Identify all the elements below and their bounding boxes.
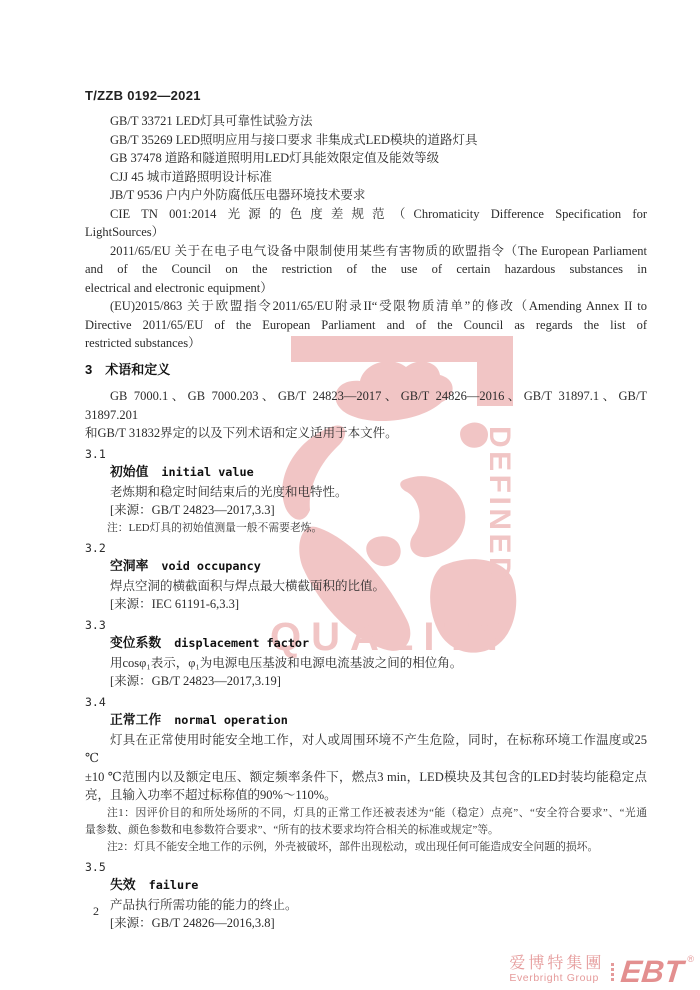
text-line: [来源：GB/T 24826—2016,3.8] [110, 916, 275, 930]
term-en: void occupancy [161, 559, 261, 573]
watermark-quality-text: QUALITY [270, 615, 516, 659]
text-line: [来源：GB/T 24823—2017,3.3] [110, 503, 275, 517]
block-source [85, 914, 647, 933]
watermark-defined-text: DEFINED [483, 426, 516, 583]
text-line: ±10 ℃范围内以及额定电压、额定频率条件下，燃点3 min，LED模块及其包含的LED封装均能稳定点 [85, 769, 647, 784]
text-line: 老炼期和稳定时间结束后的光度和电特性。 [110, 484, 348, 499]
block-num [85, 445, 647, 464]
text-line: restricted substances） [85, 336, 201, 350]
registered-trademark-icon: ® [687, 954, 694, 964]
text-line: 注：LED灯具的初始值测量一般不需要老炼。 [107, 521, 323, 534]
term-cn: 空洞率 [110, 558, 149, 573]
term-cn: 初始值 [110, 464, 149, 479]
text-line: [来源：GB/T 24823—2017,3.19] [110, 674, 281, 688]
block-para [85, 242, 647, 298]
term-en: normal operation [174, 713, 288, 727]
block-ref [85, 131, 647, 150]
text-line: 3.5 [85, 859, 106, 874]
term-cn: 正常工作 [110, 712, 162, 727]
block-def [85, 654, 647, 673]
doc-body [85, 112, 647, 933]
text-line: 注2：灯具不能安全地工作的示例，外壳被破坏，部件出现松动，或出现任何可能造成安全问题的损坏。 [107, 840, 599, 853]
text-line: 3.1 [85, 446, 106, 461]
block-h2 [85, 361, 647, 380]
text-line: (EU)2015/863 关于欧盟指令2011/65/EU附录II“受限物质清单”的修改（Amending Annex II to [110, 299, 647, 313]
brand-logo [509, 954, 694, 989]
block-source [85, 595, 647, 614]
block-source [85, 501, 647, 520]
block-para [85, 297, 647, 353]
term-en: initial value [161, 465, 254, 479]
block-def [85, 731, 647, 805]
block-note [85, 520, 647, 537]
doc-content-column [85, 88, 647, 933]
text-line: 用cosφ₁表示，φ₁为电源电压基波和电源电流基波之间的相位角。 [110, 655, 463, 670]
text-line: electrical and electronic equipment） [85, 280, 273, 295]
brand-name-en: Everbright Group [509, 972, 599, 984]
brand-abbr: EBT [619, 954, 686, 989]
brand-seal-icon [611, 963, 614, 985]
text-line: CIE TN 001:2014 光源的色度差规范（Chromaticity Difference Specification for [110, 206, 647, 221]
text-line: GB/T 33721 LED灯具可靠性试验方法 [110, 114, 313, 128]
text-line: 焊点空洞的横截面积与焊点最大横截面积的比值。 [110, 578, 386, 593]
text-line: GB 7000.1、GB 7000.203、GB/T 24823—2017、GB/T 24826—2016、GB/T 31897.1、GB/T 31897.201 [85, 389, 647, 422]
term-cn: 变位系数 [110, 635, 162, 650]
block-note [85, 805, 647, 839]
text-line: LightSources） [85, 225, 165, 239]
text-line: [来源：IEC 61191-6,3.3] [110, 597, 240, 611]
block-para [85, 387, 647, 443]
text-line: 注1：因评价目的和所处场所的不同，灯具的正常工作还被表述为“能（稳定）点亮”、“安全符合要求”、“光通 [107, 806, 647, 819]
term-cn: 失效 [110, 877, 136, 892]
text-line: 2011/65/EU 关于在电子电气设备中限制使用某些有害物质的欧盟指令（The European Parliament [110, 243, 647, 258]
block-def [85, 483, 647, 502]
text-line: 灯具在正常使用时能安全地工作，对人或周围环境不产生危险，同时，在标称环境工作温度或25 ℃ [85, 732, 647, 765]
block-ref [85, 186, 647, 205]
text-line: JB/T 9536 户内户外防腐低压电器环境技术要求 [110, 188, 366, 202]
text-line: 和GB/T 31832界定的以及下列术语和定义适用于本文件。 [85, 426, 398, 440]
block-term [85, 711, 647, 730]
block-term [85, 876, 647, 895]
block-ref [85, 149, 647, 168]
block-ref [85, 168, 647, 187]
term-en: displacement factor [174, 636, 310, 650]
block-num [85, 539, 647, 558]
brand-wordmark [509, 955, 604, 985]
text-line: 3.2 [85, 540, 106, 555]
text-line: GB 37478 道路和隧道照明用LED灯具能效限定值及能效等级 [110, 151, 440, 165]
text-line: 亮，且输入功率不超过标称值的90%～110%。 [85, 788, 337, 802]
text-line: Directive 2011/65/EU of the European Parliament and of the Council as regards the list of [85, 317, 647, 332]
text-line: CJJ 45 城市道路照明设计标准 [110, 169, 272, 184]
doc-number: T/ZZB 0192—2021 [85, 88, 201, 103]
block-term [85, 557, 647, 576]
block-term [85, 634, 647, 653]
text-line: 3.4 [85, 694, 106, 709]
block-source [85, 672, 647, 691]
text-line: 3.3 [85, 617, 106, 632]
block-def [85, 577, 647, 596]
brand-name-cn: 爱博特集團 [509, 955, 605, 972]
text-line: 产品执行所需功能的能力的终止。 [110, 897, 298, 912]
block-term [85, 463, 647, 482]
text-line: GB/T 35269 LED照明应用与接口要求 非集成式LED模块的道路灯具 [110, 132, 478, 147]
block-para [85, 205, 647, 242]
block-num [85, 693, 647, 712]
text-line: and of the Council on the restriction of the use of certain hazardous substances in [85, 262, 647, 276]
block-def [85, 896, 647, 915]
page-number: 2 [93, 904, 99, 918]
text-line: 3 术语和定义 [85, 361, 171, 377]
block-note [85, 839, 647, 856]
block-ref [85, 112, 647, 131]
term-en: failure [148, 878, 199, 892]
block-num [85, 858, 647, 877]
block-num [85, 616, 647, 635]
text-line: 量参数、颜色参数和电参数符合要求”、“所有的技术要求均符合相关的标准或规定”等。 [85, 823, 499, 836]
